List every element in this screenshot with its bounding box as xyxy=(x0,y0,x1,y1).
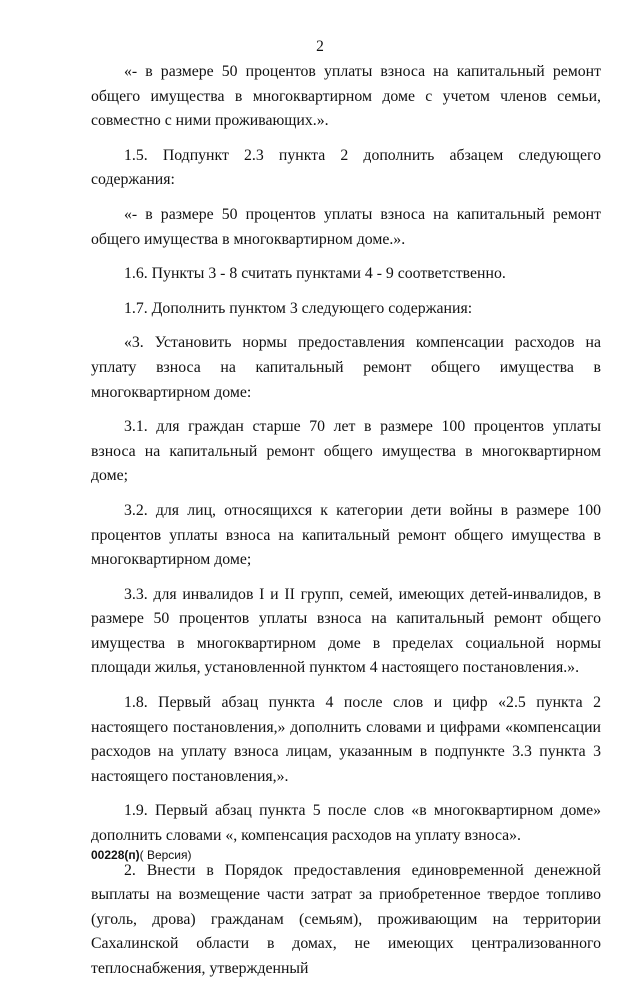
footer xyxy=(91,848,192,862)
paragraph: 3.1. для граждан старше 70 лет в размере 100 процентов уплаты взноса на капитальный ремонт общего имущества в многоквартирном доме; xyxy=(91,418,601,485)
paragraph: «- в размере 50 процентов уплаты взноса на капитальный ремонт общего имущества в многоквартирном доме.». xyxy=(91,205,601,248)
paragraph: «3. Установить нормы предоставления компенсации расходов на уплату взноса на капитальный ремонт общего имущества в многоквартирном доме: xyxy=(91,334,601,401)
paragraph: 1.7. Дополнить пунктом 3 следующего содержания: xyxy=(124,299,473,317)
paragraph: 1.8. Первый абзац пункта 4 после слов и цифр «2.5 пункта 2 настоящего постановления,» дополнить словами и цифрами «компенсации расходов на уплату взноса лицам, указанным в подпункте 3.3 пункта 3 настоящего постановления,». xyxy=(91,694,601,785)
paragraph: «- в размере 50 процентов уплаты взноса на капитальный ремонт общего имущества в многоквартирном доме с учетом членов семьи, совместно с ними проживающих.». xyxy=(91,63,601,130)
paragraph: 1.6. Пункты 3 - 8 считать пунктами 4 - 9 соответственно. xyxy=(124,265,506,283)
paragraph: 1.5. Подпункт 2.3 пункта 2 дополнить абзацем следующего содержания: xyxy=(91,146,601,189)
footer-version: ( Версия) xyxy=(139,848,192,862)
paragraph: 2. Внести в Порядок предоставления единовременной денежной выплаты на возмещение части затрат за приобретенное твердое топливо (уголь, дрова) гражданам (семьям), проживающим на территории Сахалинской области в домах, не имеющих централизованного теплоснабжения, утвержденный xyxy=(91,861,601,977)
page-number: 2 xyxy=(316,38,324,55)
footer-code: 00228(п) xyxy=(91,848,140,862)
paragraph: 1.9. Первый абзац пункта 5 после слов «в многоквартирном доме» дополнить словами «, компенсация расходов на уплату взноса». xyxy=(91,802,601,845)
paragraph: 3.3. для инвалидов I и II групп, семей, имеющих детей-инвалидов, в размере 50 процентов уплаты взноса на капитальный ремонт общего имущества в многоквартирном доме в пределах социальной нормы площади жилья, установленной пунктом 4 настоящего постановления.». xyxy=(91,585,601,677)
paragraph: 3.2. для лиц, относящихся к категории дети войны в размере 100 процентов уплаты взноса на капитальный ремонт общего имущества в многоквартирном доме; xyxy=(91,501,601,569)
